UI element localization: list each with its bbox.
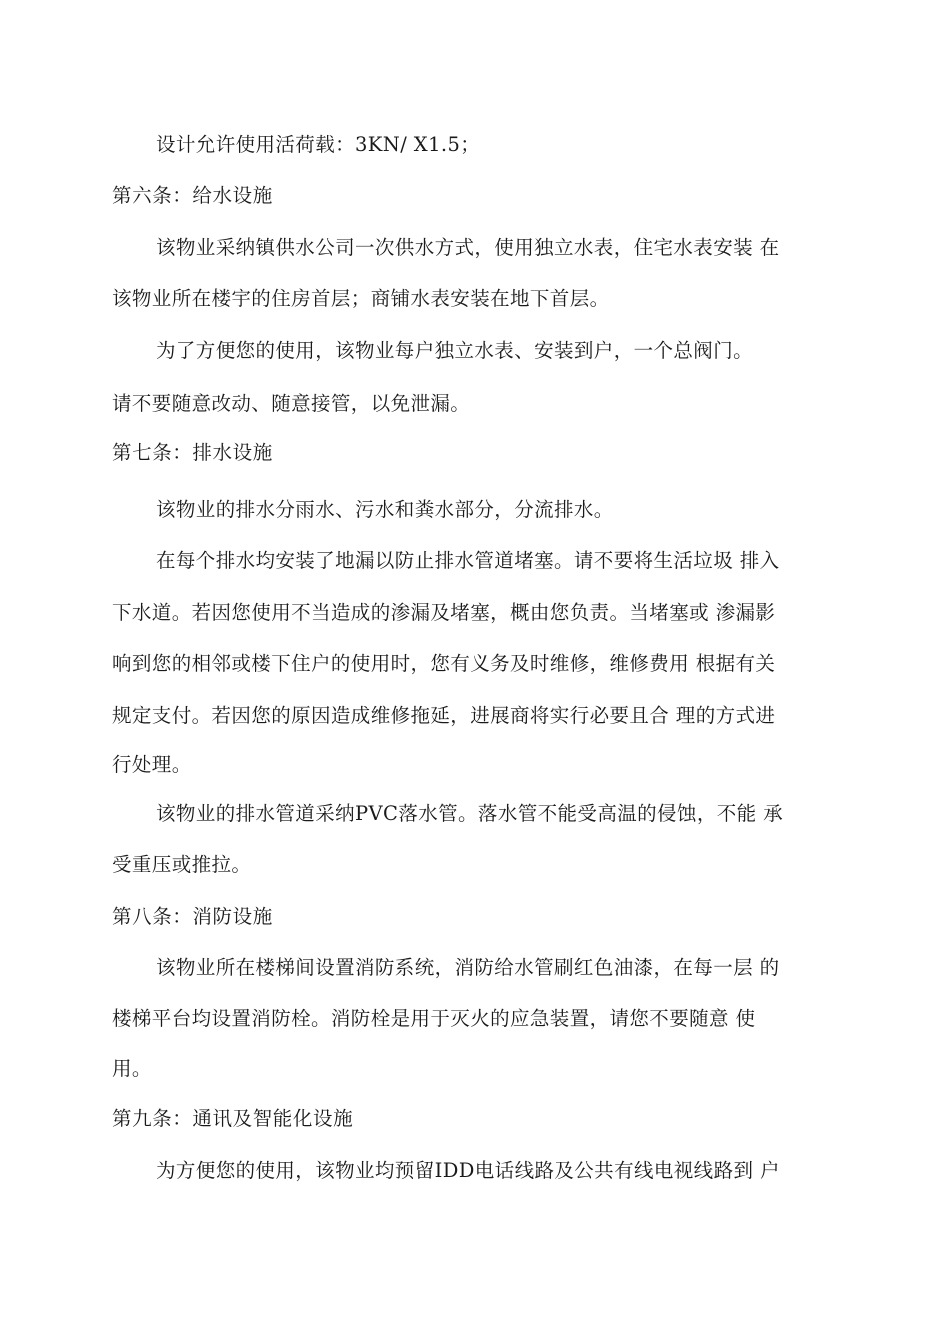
heading-article-9: 第九条：通讯及智能化设施	[112, 1107, 354, 1130]
paragraph-fire-system-line-2: 楼梯平台均设置消防栓。消防栓是用于灭火的应急装置，请您不要随意 使	[112, 1007, 756, 1030]
paragraph-floor-drain-line-3: 响到您的相邻或楼下住户的使用时，您有义务及时维修，维修费用 根据有关	[112, 652, 776, 675]
paragraph-floor-drain-line-4: 规定支付。若因您的原因造成维修拖延，进展商将实行必要且合 理的方式进	[112, 704, 776, 727]
heading-article-6: 第六条：给水设施	[112, 184, 273, 207]
paragraph-drainage-split: 该物业的排水分雨水、污水和粪水部分，分流排水。	[156, 498, 614, 521]
paragraph-live-load: 设计允许使用活荷载：3KN/ X1.5；	[156, 133, 481, 156]
paragraph-water-supply-line-1: 该物业采纳镇供水公司一次供水方式，使用独立水表，住宅水表安装 在	[156, 236, 780, 259]
paragraph-fire-system-line-3: 用。	[112, 1057, 152, 1080]
paragraph-water-supply-line-2: 该物业所在楼宇的住房首层；商铺水表安装在地下首层。	[112, 287, 610, 310]
paragraph-floor-drain-line-5: 行处理。	[112, 753, 192, 776]
paragraph-pvc-pipe-line-2: 受重压或推拉。	[112, 853, 252, 876]
paragraph-telecom-line-1: 为方便您的使用，该物业均预留IDD电话线路及公共有线电视线路到 户	[156, 1159, 780, 1182]
paragraph-floor-drain-line-1: 在每个排水均安装了地漏以防止排水管道堵塞。请不要将生活垃圾 排入	[156, 549, 780, 572]
paragraph-water-meter-line-1: 为了方便您的使用，该物业每户独立水表、安装到户，一个总阀门。	[156, 339, 754, 362]
paragraph-fire-system-line-1: 该物业所在楼梯间设置消防系统，消防给水管刷红色油漆，在每一层 的	[156, 956, 780, 979]
heading-article-8: 第八条：消防设施	[112, 905, 273, 928]
heading-article-7: 第七条：排水设施	[112, 441, 273, 464]
paragraph-water-meter-line-2: 请不要随意改动、随意接管，以免泄漏。	[112, 392, 471, 415]
paragraph-floor-drain-line-2: 下水道。若因您使用不当造成的渗漏及堵塞，概由您负责。当堵塞或 渗漏影	[112, 601, 776, 624]
paragraph-pvc-pipe-line-1: 该物业的排水管道采纳PVC落水管。落水管不能受高温的侵蚀，不能 承	[156, 802, 784, 825]
